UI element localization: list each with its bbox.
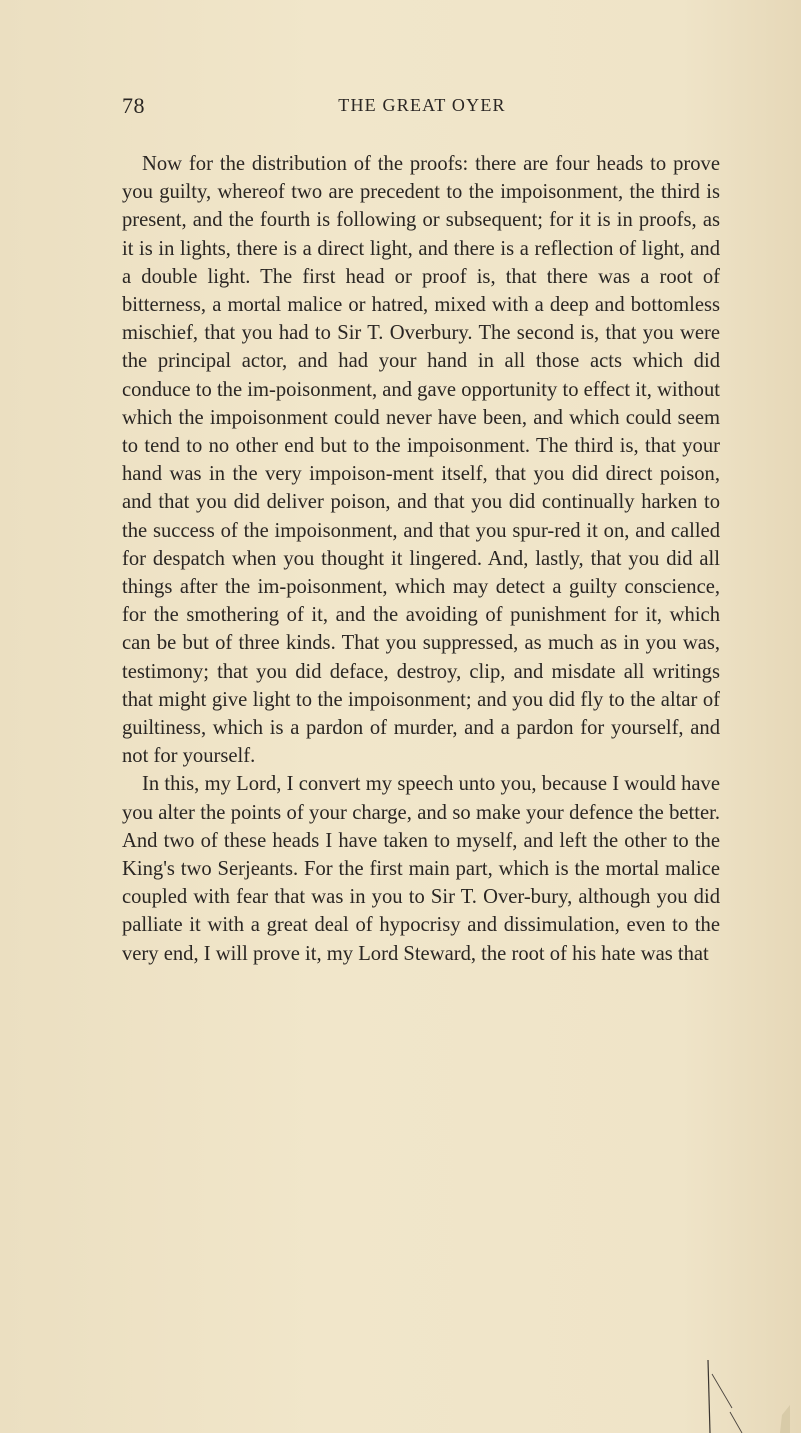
paragraph-2: In this, my Lord, I convert my speech unto you, because I would have you alter the points of your charge, and so make your defence the better. And two of these heads I have taken to myself, and left the other to the King's two Serjeants. For the first main part, which is the mortal malice coupled with fear that was in you to Sir T. Over-bury, although you did palliate it with a great deal of hypocrisy and dissimulation, even to the very end, I will prove it, my Lord Steward, the root of his hate was that (122, 773, 720, 965)
paragraph-1: Now for the distribution of the proofs: there are four heads to prove you guilty, whereof two are precedent to the impoisonment, the third is present, and the fourth is following or subsequent; for it is in proofs, as it is in lights, there is a direct light, and there is a reflection of light, and a double light. The first head or proof is, that there was a root of bitterness, a mortal malice or hatred, mixed with a deep and bottomless mischief, that you had to Sir T. Overbury. The second is, that you were the principal actor, and had your hand in all those acts which did conduce to the im-poisonment, and gave opportunity to effect it, without which the impoisonment could never have been, and which could seem to tend to no other end but to the impoisonment. The third is, that your hand was in the very impoison-ment itself, that you did direct poison, and that you did deliver poison, and that you did continually harken to the success of the impoisonment, and that you spur-red it on, and called for despatch when you thought it lingered. And, lastly, that you did all things after the im-poisonment, which may detect a guilty conscience, for the smothering of it, and the avoiding of punishment for it, which can be but of three kinds. That you suppressed, as much as in you was, testimony; that you did deface, destroy, clip, and misdate all writings that might give light to the impoisonment; and you did fly to the altar of guiltiness, which is a pardon of murder, and a pardon for yourself, and not for yourself. (122, 153, 720, 768)
body-text (122, 150, 720, 968)
running-head: THE GREAT OYER (338, 95, 506, 115)
page-corner-mark (690, 1360, 790, 1433)
page-header (122, 93, 722, 123)
page-number: 78 (122, 93, 145, 118)
